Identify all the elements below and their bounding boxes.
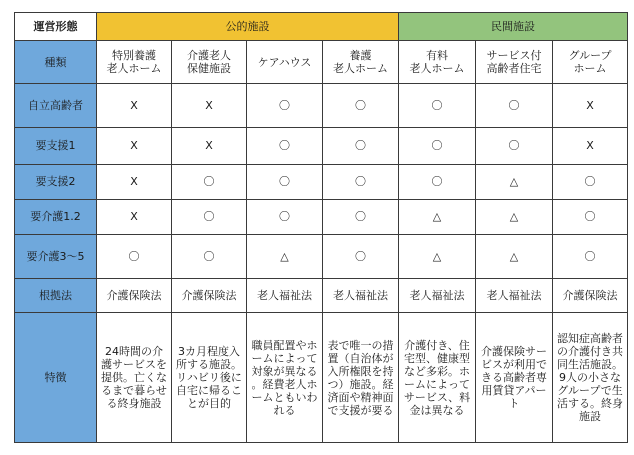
feature-line: ト — [508, 397, 520, 411]
feature-line: グループで生 — [557, 384, 623, 398]
eligibility-mark: 〇 — [399, 128, 476, 165]
care12-row — [15, 200, 628, 235]
feature-line: 認知症高齢者 — [557, 332, 623, 346]
feature-line: とが目的 — [187, 397, 231, 411]
operation-type-label: 運営形態 — [15, 13, 97, 41]
support2-label: 要支援2 — [15, 164, 97, 200]
type-row — [15, 41, 628, 84]
feature-line: ビスが利用で — [481, 358, 547, 372]
independent-row — [15, 84, 628, 128]
facility-name: 養護 老人ホーム — [323, 41, 399, 84]
feature-line: 。経費老人ホ — [251, 377, 318, 391]
care35-label: 要介護3～5 — [15, 234, 97, 278]
eligibility-mark: 〇 — [97, 234, 172, 278]
independent-label: 自立高齢者 — [15, 84, 97, 128]
eligibility-mark: 〇 — [553, 234, 628, 278]
eligibility-mark: 〇 — [172, 164, 247, 200]
support1-row — [15, 128, 628, 165]
feature-line: 施設 — [579, 410, 601, 424]
eligibility-mark: 〇 — [399, 164, 476, 200]
eligibility-mark: 〇 — [323, 164, 399, 200]
feature-line: つ）施設。経 — [327, 377, 394, 391]
facility-feature — [399, 313, 476, 443]
eligibility-mark: 〇 — [399, 84, 476, 128]
facility-feature — [553, 313, 628, 443]
eligibility-mark: 〇 — [172, 234, 247, 278]
eligibility-mark: △ — [476, 200, 553, 235]
feature-line: 同生活施設。 — [557, 358, 623, 372]
feature-line: るまで暮らせ — [101, 384, 167, 398]
feature-line: ームによって — [404, 377, 470, 391]
feature-line: 9人の小さな — [559, 371, 621, 385]
eligibility-mark: X — [172, 128, 247, 165]
law-row — [15, 278, 628, 313]
feature-line: 入所権限を持 — [327, 364, 394, 378]
feature-line: 3カ月程度入 — [178, 345, 240, 359]
feature-line: など多彩。ホ — [404, 364, 470, 378]
feature-line: れる — [273, 403, 296, 417]
eligibility-mark: X — [97, 84, 172, 128]
care12-label: 要介護1.2 — [15, 200, 97, 235]
facility-feature — [172, 313, 247, 443]
eligibility-mark: 〇 — [172, 200, 247, 235]
care-facility-comparison-table — [14, 12, 628, 443]
header-row — [15, 13, 628, 41]
facility-feature — [476, 313, 553, 443]
type-label: 種類 — [15, 41, 97, 84]
basis-law: 老人福祉法 — [247, 278, 323, 313]
feature-line: 置（自治体が — [327, 351, 394, 365]
eligibility-mark: 〇 — [323, 234, 399, 278]
care35-row — [15, 234, 628, 278]
eligibility-mark: X — [172, 84, 247, 128]
feature-line: る終身施設 — [106, 397, 162, 411]
eligibility-mark: △ — [399, 200, 476, 235]
eligibility-mark: X — [553, 128, 628, 165]
eligibility-mark: X — [97, 128, 172, 165]
public-facilities-header: 公的施設 — [97, 13, 399, 41]
facility-name: 特別養護 老人ホーム — [97, 41, 172, 84]
eligibility-mark: 〇 — [247, 84, 323, 128]
feature-line: 活する。終身 — [557, 397, 623, 411]
facility-name: サービス付 高齢者住宅 — [476, 41, 553, 84]
eligibility-mark: 〇 — [476, 84, 553, 128]
feature-line: 済面や精神面 — [327, 390, 394, 404]
feature-line: で支援が要る — [327, 403, 394, 417]
facility-name: 有料 老人ホーム — [399, 41, 476, 84]
basis-law: 介護保険法 — [97, 278, 172, 313]
law-label: 根拠法 — [15, 278, 97, 313]
eligibility-mark: △ — [247, 234, 323, 278]
basis-law: 老人福祉法 — [399, 278, 476, 313]
facility-feature — [323, 313, 399, 443]
basis-law: 老人福祉法 — [476, 278, 553, 313]
basis-law: 老人福祉法 — [323, 278, 399, 313]
feature-line: 24時間の介 — [105, 345, 163, 359]
feature-line: きる高齢者専 — [481, 371, 547, 385]
facility-feature — [97, 313, 172, 443]
feature-line: サービス、料 — [403, 390, 471, 404]
feature-line: 提供。亡くな — [101, 371, 167, 385]
eligibility-mark: 〇 — [323, 84, 399, 128]
feature-line: 金は異なる — [409, 403, 465, 417]
facility-name: グループ ホーム — [553, 41, 628, 84]
feature-line: ームともいわ — [251, 390, 318, 404]
feature-line: 職員配置やホ — [251, 338, 318, 352]
eligibility-mark: X — [97, 200, 172, 235]
feature-line: ームによって — [251, 351, 318, 365]
eligibility-mark: 〇 — [476, 128, 553, 165]
feature-line: 護サービスを — [101, 358, 167, 372]
eligibility-mark: 〇 — [553, 164, 628, 200]
eligibility-mark: X — [553, 84, 628, 128]
feature-line: 介護保険サー — [481, 345, 547, 359]
feature-line: 用賃貸アパー — [481, 384, 547, 398]
feature-label: 特徴 — [15, 313, 97, 443]
private-facilities-header: 民間施設 — [399, 13, 628, 41]
feature-line: 宅型、健康型 — [404, 351, 470, 365]
facility-name: 介護老人 保健施設 — [172, 41, 247, 84]
eligibility-mark: 〇 — [553, 200, 628, 235]
feature-line: 所する施設。 — [176, 358, 242, 372]
support1-label: 要支援1 — [15, 128, 97, 165]
eligibility-mark: 〇 — [323, 200, 399, 235]
feature-line: 対象が異なる — [251, 364, 318, 378]
eligibility-mark: △ — [399, 234, 476, 278]
basis-law: 介護保険法 — [172, 278, 247, 313]
feature-row — [15, 313, 628, 443]
eligibility-mark: △ — [476, 164, 553, 200]
feature-line: 表で唯一の措 — [327, 338, 394, 352]
feature-line: 介護付き、住 — [404, 338, 470, 352]
facility-name: ケアハウス — [247, 41, 323, 84]
feature-line: の介護付き共 — [557, 345, 623, 359]
facility-feature — [247, 313, 323, 443]
eligibility-mark: 〇 — [247, 164, 323, 200]
basis-law: 介護保険法 — [553, 278, 628, 313]
eligibility-mark: 〇 — [247, 200, 323, 235]
eligibility-mark: X — [97, 164, 172, 200]
feature-line: 自宅に帰るこ — [176, 384, 242, 398]
feature-line: リハビリ後に — [176, 371, 242, 385]
eligibility-mark: △ — [476, 234, 553, 278]
eligibility-mark: 〇 — [323, 128, 399, 165]
support2-row — [15, 164, 628, 200]
eligibility-mark: 〇 — [247, 128, 323, 165]
